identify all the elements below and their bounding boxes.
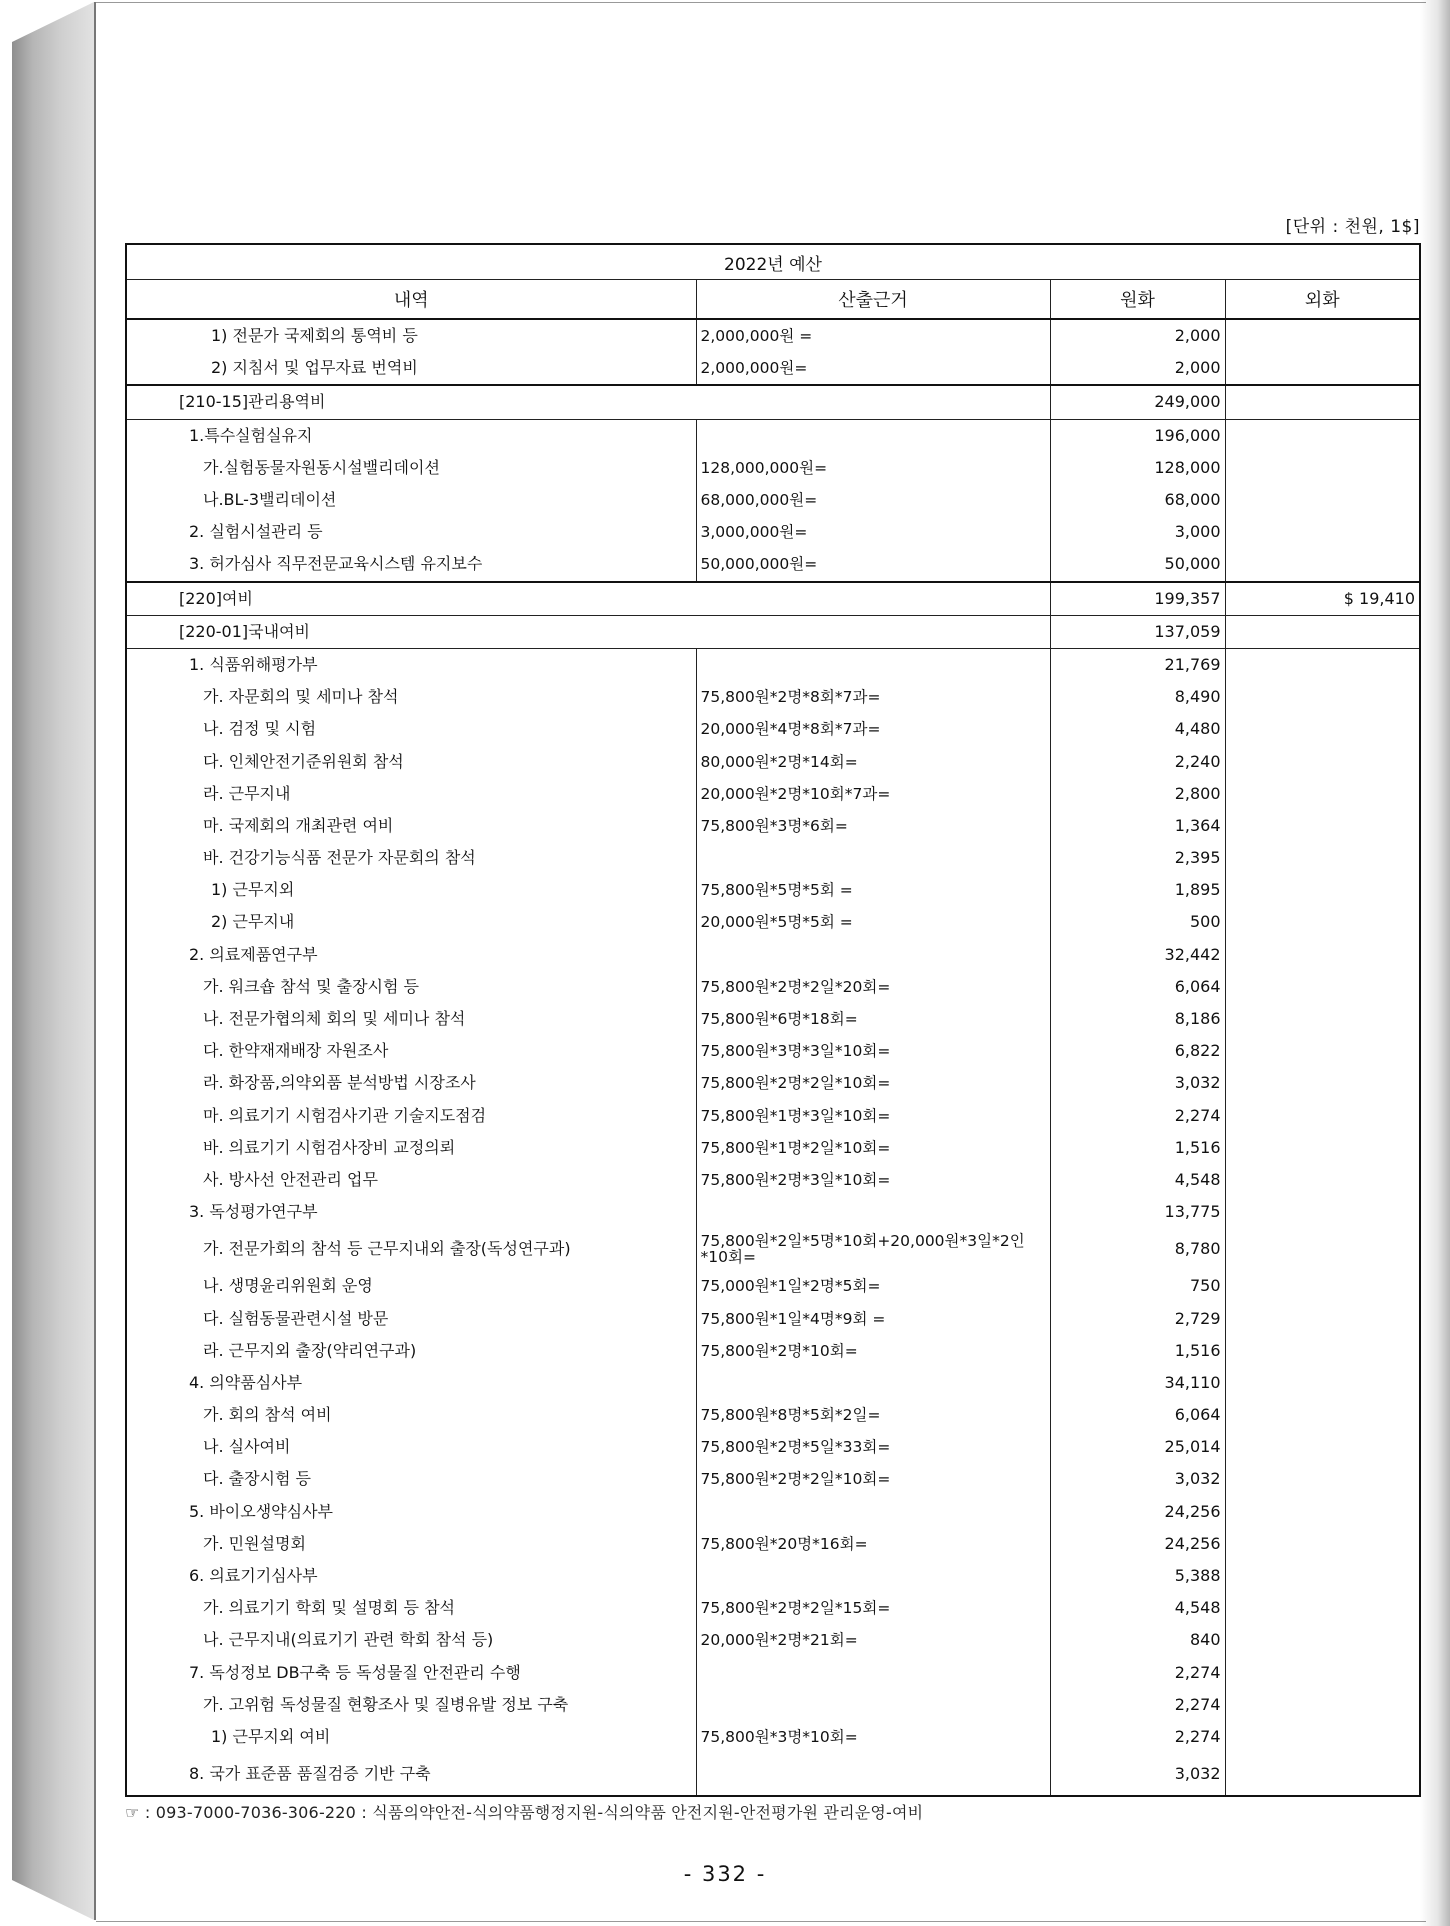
basis-cell xyxy=(696,1196,1050,1228)
foreign-cell xyxy=(1225,385,1420,419)
item-cell: 가.실험동물자원동시설밸리데이션 xyxy=(203,457,440,477)
basis-cell: 75,800원*3명*3일*10회= xyxy=(696,1035,1050,1067)
item-cell: 바. 의료기기 시험검사장비 교정의뢰 xyxy=(203,1137,456,1157)
item-cell: 1) 근무지외 xyxy=(211,880,295,900)
item-cell: 8. 국가 표준품 품질검증 기반 구축 xyxy=(189,1764,431,1784)
item-cell: 다. 실험동물관련시설 방문 xyxy=(203,1308,389,1328)
basis-cell: 75,800원*3명*6회= xyxy=(696,810,1050,842)
table-row xyxy=(126,1270,1420,1302)
item-cell: 가. 워크숍 참석 및 출장시험 등 xyxy=(203,976,419,996)
foreign-cell xyxy=(1225,1335,1420,1367)
foreign-cell xyxy=(1225,1463,1420,1495)
item-cell: 라. 근무지내 xyxy=(203,783,291,803)
basis-cell: 75,800원*1일*4명*9회 = xyxy=(696,1302,1050,1334)
won-cell: 2,274 xyxy=(1050,1721,1225,1753)
foreign-cell xyxy=(1225,1067,1420,1099)
foreign-cell xyxy=(1225,745,1420,777)
table-row xyxy=(126,971,1420,1003)
item-cell: 가. 전문가회의 참석 등 근무지내외 출장(독성연구과) xyxy=(203,1239,571,1259)
won-cell: 2,000 xyxy=(1050,352,1225,385)
foreign-cell xyxy=(1225,906,1420,938)
basis-cell: 80,000원*2명*14회= xyxy=(696,745,1050,777)
basis-cell xyxy=(696,1367,1050,1399)
item-cell: 2) 지침서 및 업무자료 번역비 xyxy=(211,358,418,378)
table-row xyxy=(126,452,1420,484)
item-cell: 4. 의약품심사부 xyxy=(189,1372,303,1392)
table-row xyxy=(126,1003,1420,1035)
table-row xyxy=(126,1431,1420,1463)
basis-cell xyxy=(696,419,1050,452)
foreign-cell xyxy=(1225,1753,1420,1796)
table-row xyxy=(126,1399,1420,1431)
won-cell: 24,256 xyxy=(1050,1528,1225,1560)
basis-cell: 75,800원*2명*3일*10회= xyxy=(696,1164,1050,1196)
foreign-cell xyxy=(1225,516,1420,548)
won-cell: 24,256 xyxy=(1050,1496,1225,1528)
basis-cell xyxy=(696,1753,1050,1796)
won-cell: 128,000 xyxy=(1050,452,1225,484)
won-cell: 4,548 xyxy=(1050,1164,1225,1196)
won-cell: 2,729 xyxy=(1050,1302,1225,1334)
table-row xyxy=(126,1035,1420,1067)
item-cell: 라. 화장품,의약외품 분석방법 시장조사 xyxy=(203,1073,476,1093)
foreign-cell xyxy=(1225,778,1420,810)
table-row xyxy=(126,1528,1420,1560)
foreign-cell xyxy=(1225,615,1420,648)
foreign-cell xyxy=(1225,1003,1420,1035)
table-row xyxy=(126,548,1420,581)
won-cell: 68,000 xyxy=(1050,484,1225,516)
foreign-cell xyxy=(1225,971,1420,1003)
foreign-cell xyxy=(1225,1624,1420,1656)
won-cell: 6,064 xyxy=(1050,971,1225,1003)
item-cell: 5. 바이오생약심사부 xyxy=(189,1501,333,1521)
foreign-cell xyxy=(1225,1431,1420,1463)
basis-cell xyxy=(696,842,1050,874)
table-row xyxy=(126,1196,1420,1228)
item-cell: [210-15]관리용역비 xyxy=(126,385,1050,419)
book-page-edge xyxy=(12,2,94,1920)
column-header-won: 원화 xyxy=(1050,280,1225,320)
unit-note: [단위 : 천원, 1$] xyxy=(1285,217,1420,237)
won-cell: 1,516 xyxy=(1050,1132,1225,1164)
item-cell: 사. 방사선 안전관리 업무 xyxy=(203,1169,378,1189)
table-row xyxy=(126,1228,1420,1270)
table-row xyxy=(126,681,1420,713)
item-cell: 2. 의료제품연구부 xyxy=(189,944,318,964)
table-row xyxy=(126,842,1420,874)
won-cell: 249,000 xyxy=(1050,385,1225,419)
table-row xyxy=(126,1302,1420,1334)
foreign-cell xyxy=(1225,1689,1420,1721)
item-cell: 다. 출장시험 등 xyxy=(203,1469,311,1489)
table-row xyxy=(126,1164,1420,1196)
table-body xyxy=(126,319,1420,1796)
item-cell: 가. 고위험 독성물질 현황조사 및 질병유발 정보 구축 xyxy=(203,1694,569,1714)
basis-cell xyxy=(696,1496,1050,1528)
basis-cell: 75,800원*8명*5회*2일= xyxy=(696,1399,1050,1431)
basis-cell: 75,800원*2명*8회*7과= xyxy=(696,681,1050,713)
basis-cell: 2,000,000원 = xyxy=(696,319,1050,352)
table-row xyxy=(126,1721,1420,1753)
won-cell: 1,516 xyxy=(1050,1335,1225,1367)
won-cell: 50,000 xyxy=(1050,548,1225,581)
basis-cell xyxy=(696,1560,1050,1592)
basis-cell: 68,000,000원= xyxy=(696,484,1050,516)
foreign-cell xyxy=(1225,1657,1420,1689)
table-row xyxy=(126,778,1420,810)
page-shadow xyxy=(1420,0,1450,1926)
item-cell: 나. 생명윤리위원회 운영 xyxy=(203,1276,373,1296)
won-cell: 750 xyxy=(1050,1270,1225,1302)
won-cell: 4,548 xyxy=(1050,1592,1225,1624)
basis-cell xyxy=(696,1689,1050,1721)
item-cell: 1) 근무지외 여비 xyxy=(211,1726,331,1746)
won-cell: 2,274 xyxy=(1050,1689,1225,1721)
foreign-cell xyxy=(1225,939,1420,971)
table-row xyxy=(126,419,1420,452)
table-row xyxy=(126,1335,1420,1367)
table-row xyxy=(126,874,1420,906)
won-cell: 840 xyxy=(1050,1624,1225,1656)
table-row xyxy=(126,1592,1420,1624)
won-cell: 1,895 xyxy=(1050,874,1225,906)
foreign-cell xyxy=(1225,452,1420,484)
won-cell: 34,110 xyxy=(1050,1367,1225,1399)
foreign-cell xyxy=(1225,548,1420,581)
won-cell: 8,186 xyxy=(1050,1003,1225,1035)
foreign-cell xyxy=(1225,1196,1420,1228)
won-cell: 2,274 xyxy=(1050,1100,1225,1132)
table-row xyxy=(126,1689,1420,1721)
item-cell: 마. 의료기기 시험검사기관 기술지도점검 xyxy=(203,1105,487,1125)
item-cell: 6. 의료기기심사부 xyxy=(189,1566,318,1586)
won-cell: 2,800 xyxy=(1050,778,1225,810)
item-cell: 2. 실험시설관리 등 xyxy=(189,522,323,542)
item-cell: 1) 전문가 국제회의 통역비 등 xyxy=(211,326,418,346)
won-cell: 25,014 xyxy=(1050,1431,1225,1463)
item-cell: 나. 전문가협의체 회의 및 세미나 참석 xyxy=(203,1009,466,1029)
basis-cell: 75,800원*2명*2일*15회= xyxy=(696,1592,1050,1624)
foreign-cell xyxy=(1225,810,1420,842)
table-row xyxy=(126,648,1420,681)
basis-cell: 50,000,000원= xyxy=(696,548,1050,581)
won-cell: 199,357 xyxy=(1050,582,1225,616)
item-cell: 나. 검정 및 시험 xyxy=(203,719,317,739)
table-row xyxy=(126,1496,1420,1528)
item-cell: 마. 국제회의 개최관련 여비 xyxy=(203,815,394,835)
foreign-cell xyxy=(1225,1035,1420,1067)
basis-cell: 128,000,000원= xyxy=(696,452,1050,484)
item-cell: [220]여비 xyxy=(126,582,1050,616)
foreign-cell xyxy=(1225,1367,1420,1399)
item-cell: 나.BL-3밸리데이션 xyxy=(203,490,337,510)
item-cell: 바. 건강기능식품 전문가 자문회의 참석 xyxy=(203,848,476,868)
foreign-cell xyxy=(1225,319,1420,352)
basis-cell: 75,800원*1명*3일*10회= xyxy=(696,1100,1050,1132)
basis-cell: 20,000원*2명*21회= xyxy=(696,1624,1050,1656)
foreign-cell: $ 19,410 xyxy=(1225,582,1420,616)
foreign-cell xyxy=(1225,874,1420,906)
won-cell: 2,274 xyxy=(1050,1657,1225,1689)
foreign-cell xyxy=(1225,1228,1420,1270)
table-row xyxy=(126,615,1420,648)
table-row xyxy=(126,1624,1420,1656)
basis-cell: 75,800원*5명*5회 = xyxy=(696,874,1050,906)
table-row xyxy=(126,906,1420,938)
won-cell: 4,480 xyxy=(1050,713,1225,745)
table-row xyxy=(126,582,1420,616)
column-header-item: 내역 xyxy=(126,280,696,320)
foreign-cell xyxy=(1225,419,1420,452)
table-row xyxy=(126,1132,1420,1164)
foreign-cell xyxy=(1225,1132,1420,1164)
budget-table xyxy=(125,243,1421,1797)
foreign-cell xyxy=(1225,842,1420,874)
foreign-cell xyxy=(1225,1302,1420,1334)
won-cell: 13,775 xyxy=(1050,1196,1225,1228)
basis-cell: 75,800원*6명*18회= xyxy=(696,1003,1050,1035)
foreign-cell xyxy=(1225,1560,1420,1592)
basis-cell: 75,800원*2명*2일*10회= xyxy=(696,1463,1050,1495)
item-cell: 나. 근무지내(의료기기 관련 학회 참석 등) xyxy=(203,1630,494,1650)
table-row xyxy=(126,1463,1420,1495)
won-cell: 8,490 xyxy=(1050,681,1225,713)
item-cell: 1.특수실험실유지 xyxy=(126,419,696,452)
basis-cell: 20,000원*5명*5회 = xyxy=(696,906,1050,938)
won-cell: 21,769 xyxy=(1050,648,1225,681)
won-cell: 32,442 xyxy=(1050,939,1225,971)
basis-cell: 20,000원*4명*8회*7과= xyxy=(696,713,1050,745)
foreign-cell xyxy=(1225,1399,1420,1431)
foreign-cell xyxy=(1225,484,1420,516)
basis-cell: 75,800원*2명*2일*20회= xyxy=(696,971,1050,1003)
basis-cell: 75,800원*3명*10회= xyxy=(696,1721,1050,1753)
item-cell: 3. 허가심사 직무전문교육시스템 유지보수 xyxy=(189,554,483,574)
table-row xyxy=(126,810,1420,842)
foreign-cell xyxy=(1225,1721,1420,1753)
won-cell: 3,032 xyxy=(1050,1067,1225,1099)
won-cell: 3,032 xyxy=(1050,1753,1225,1796)
won-cell: 137,059 xyxy=(1050,615,1225,648)
basis-cell: 75,800원*1명*2일*10회= xyxy=(696,1132,1050,1164)
basis-cell xyxy=(696,939,1050,971)
item-cell: 라. 근무지외 출장(약리연구과) xyxy=(203,1340,417,1360)
basis-cell: 20,000원*2명*10회*7과= xyxy=(696,778,1050,810)
basis-cell xyxy=(696,1657,1050,1689)
basis-cell: 75,800원*2명*5일*33회= xyxy=(696,1431,1050,1463)
item-cell: 가. 민원설명회 xyxy=(203,1533,306,1553)
item-cell: 가. 의료기기 학회 및 설명회 등 참석 xyxy=(203,1598,455,1618)
won-cell: 2,395 xyxy=(1050,842,1225,874)
table-row xyxy=(126,939,1420,971)
won-cell: 500 xyxy=(1050,906,1225,938)
item-cell: 다. 한약재재배장 자원조사 xyxy=(203,1041,389,1061)
basis-cell: 75,800원*2일*5명*10회+20,000원*3일*2인*10회= xyxy=(696,1228,1050,1270)
table-row xyxy=(126,352,1420,385)
foreign-cell xyxy=(1225,1592,1420,1624)
table-row xyxy=(126,385,1420,419)
foreign-cell xyxy=(1225,1496,1420,1528)
basis-cell: 75,800원*2명*2일*10회= xyxy=(696,1067,1050,1099)
table-row xyxy=(126,484,1420,516)
won-cell: 3,000 xyxy=(1050,516,1225,548)
page-number: - 332 - xyxy=(683,1862,767,1886)
foreign-cell xyxy=(1225,1100,1420,1132)
won-cell: 6,822 xyxy=(1050,1035,1225,1067)
item-cell: 다. 인체안전기준위원회 참석 xyxy=(203,751,404,771)
item-cell: [220-01]국내여비 xyxy=(126,615,1050,648)
column-header-foreign: 외화 xyxy=(1225,280,1420,320)
foreign-cell xyxy=(1225,1270,1420,1302)
table-row xyxy=(126,1560,1420,1592)
item-cell: 3. 독성평가연구부 xyxy=(189,1202,318,1222)
won-cell: 3,032 xyxy=(1050,1463,1225,1495)
basis-cell: 3,000,000원= xyxy=(696,516,1050,548)
table-row xyxy=(126,1100,1420,1132)
item-cell: 7. 독성정보 DB구축 등 독성물질 안전관리 수행 xyxy=(189,1662,521,1682)
foreign-cell xyxy=(1225,1164,1420,1196)
item-cell: 나. 실사여비 xyxy=(203,1437,291,1457)
basis-cell: 2,000,000원= xyxy=(696,352,1050,385)
item-cell: 가. 회의 참석 여비 xyxy=(203,1405,332,1425)
won-cell: 1,364 xyxy=(1050,810,1225,842)
foreign-cell xyxy=(1225,681,1420,713)
table-row xyxy=(126,1367,1420,1399)
table-row xyxy=(126,516,1420,548)
foreign-cell xyxy=(1225,1528,1420,1560)
won-cell: 5,388 xyxy=(1050,1560,1225,1592)
won-cell: 196,000 xyxy=(1050,419,1225,452)
table-row xyxy=(126,1657,1420,1689)
table-row xyxy=(126,319,1420,352)
won-cell: 2,240 xyxy=(1050,745,1225,777)
footnote: ☞ : 093-7000-7036-306-220 : 식품의약안전-식의약품행정지원-식의약품 안전지원-안전평가원 관리운영-여비 xyxy=(125,1803,924,1822)
table-row xyxy=(126,1753,1420,1796)
foreign-cell xyxy=(1225,648,1420,681)
column-header-basis: 산출근거 xyxy=(696,280,1050,320)
item-cell: 2) 근무지내 xyxy=(211,912,295,932)
basis-cell: 75,800원*20명*16회= xyxy=(696,1528,1050,1560)
foreign-cell xyxy=(1225,713,1420,745)
item-cell: 1. 식품위해평가부 xyxy=(126,648,696,681)
won-cell: 8,780 xyxy=(1050,1228,1225,1270)
table-row xyxy=(126,1067,1420,1099)
basis-cell: 75,800원*2명*10회= xyxy=(696,1335,1050,1367)
table-row xyxy=(126,713,1420,745)
won-cell: 6,064 xyxy=(1050,1399,1225,1431)
table-title: 2022년 예산 xyxy=(126,244,1420,280)
foreign-cell xyxy=(1225,352,1420,385)
won-cell: 2,000 xyxy=(1050,319,1225,352)
item-cell: 가. 자문회의 및 세미나 참석 xyxy=(203,687,399,707)
basis-cell xyxy=(696,648,1050,681)
table-row xyxy=(126,745,1420,777)
basis-cell: 75,000원*1일*2명*5회= xyxy=(696,1270,1050,1302)
